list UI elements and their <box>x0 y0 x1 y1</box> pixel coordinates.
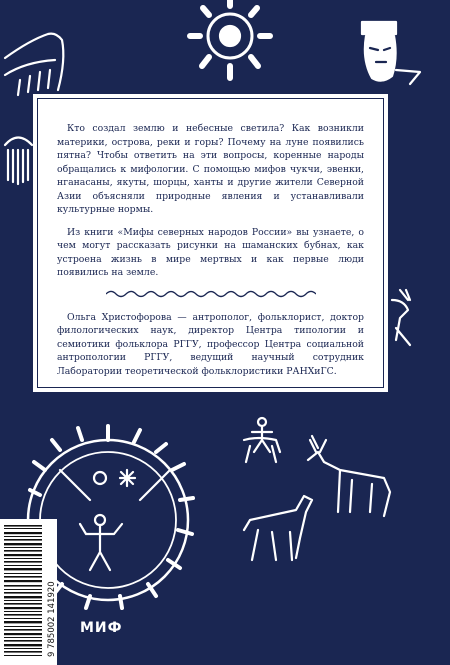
fringe-bag-icon <box>5 138 32 185</box>
rider-icon <box>244 418 280 462</box>
animal-icon <box>244 496 312 560</box>
net-bag-icon <box>5 34 63 95</box>
barcode-bars <box>0 519 46 665</box>
sun-drum-icon <box>190 0 270 78</box>
book-promise-paragraph: Из книги «Мифы северных народов России» вы узнаете, о чем могут рассказать рисунки на шаманских бубнах, как устроена жизнь в мире мертвых и как первые люди появились на земле. <box>57 226 364 278</box>
panel-border <box>37 98 384 388</box>
intro-paragraph: Кто создал землю и небесные светила? Как возникли материки, острова, реки и горы? Почему на луне появились пятна? Чтобы ответить на эти вопросы, коренные народы обращались к мифологии. С помощью мифов чукчи, эвенки, нганасаны, якуты, шорцы, ханты и другие жители Северной Азии объясняли природные явления и устанавливали культурные нормы. <box>57 123 364 215</box>
idol-figure-icon <box>362 22 420 84</box>
publisher-logo: МИФ <box>80 620 123 636</box>
barcode-number <box>47 522 57 657</box>
author-bio: Ольга Христофорова — антрополог, фольклорист, доктор филологических наук, директор Центра типологии и семиотики фольклора РГГУ, профессор Центра социальной антропологии РГГУ, ведущий научный сотрудник Лаборатории теоретической фольклористики РАНХиГС. <box>57 311 364 377</box>
elk-icon <box>308 436 390 516</box>
description-panel <box>33 94 388 392</box>
barcode-digits-text: 9 785002 141920 <box>47 581 57 657</box>
wave-divider <box>106 289 316 299</box>
description-text <box>57 122 364 387</box>
deer-icon <box>392 290 410 345</box>
